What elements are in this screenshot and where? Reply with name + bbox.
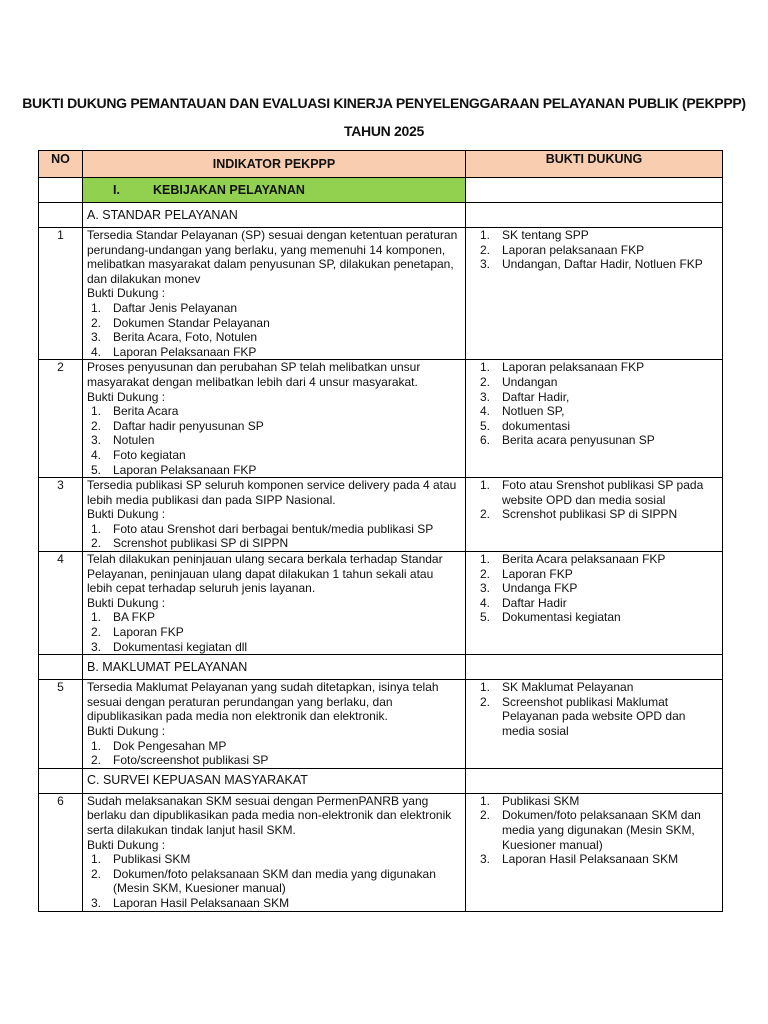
row-number: 6 <box>39 793 83 911</box>
bukti-dukung-label: Bukti Dukung : <box>87 507 166 522</box>
evidence-item: 1. Dok Pengesahan MP <box>91 738 227 753</box>
bukti-list <box>470 360 718 448</box>
document-title: BUKTI DUKUNG PEMANTAUAN DAN EVALUASI KINERJA PENYELENGGARAAN PELAYANAN PUBLIK (PEKPPP) <box>22 95 746 111</box>
bukti-list <box>470 478 718 522</box>
evidence-item: 3. Laporan Hasil Pelaksanaan SKM <box>91 895 290 910</box>
bukti-item: 1. Berita Acara pelaksanaan FKP <box>480 552 666 567</box>
table-row <box>39 228 723 360</box>
indikator-cell <box>83 793 466 911</box>
bukti-item: 2. Undangan <box>480 374 558 389</box>
indikator-evidence-list <box>87 852 461 910</box>
bukti-item: 2. Screenshot publikasi Maklumat Pelayanan pada website OPD dan media sosial <box>480 694 686 738</box>
bukti-list <box>470 794 718 867</box>
row-number: 3 <box>39 478 83 552</box>
indikator-text: Proses penyusunan dan perubahan SP telah melibatkan unsur masyarakat dengan melibatkan lebih dari 4 unsur masyarakat. <box>87 360 421 389</box>
pekppp-table <box>38 150 723 912</box>
evidence-item: 2. Foto/screenshot publikasi SP <box>91 753 269 768</box>
section-label: KEBIJAKAN PELAYANAN <box>153 182 305 197</box>
indikator-cell <box>83 552 466 655</box>
bukti-item: 3. Laporan Hasil Pelaksanaan SKM <box>480 852 679 867</box>
indikator-cell <box>83 478 466 552</box>
bukti-dukung-label: Bukti Dukung : <box>87 389 166 404</box>
header-no: NO <box>39 151 83 178</box>
evidence-item: 1. Daftar Jenis Pelayanan <box>91 300 238 315</box>
bukti-cell <box>466 228 723 360</box>
bukti-item: 2. Screnshot publikasi SP di SIPPN <box>480 507 678 522</box>
table-row <box>39 680 723 769</box>
section-number: I. <box>113 182 120 197</box>
indikator-text: Tersedia publikasi SP seluruh komponen service delivery pada 4 atau lebih media publikasi dan pada SIPP Nasional. <box>87 478 457 507</box>
bukti-dukung-label: Bukti Dukung : <box>87 837 166 852</box>
indikator-evidence-list <box>87 404 461 477</box>
indikator-evidence-list <box>87 610 461 654</box>
bukti-item: 3. Daftar Hadir, <box>480 389 570 404</box>
row-number: 2 <box>39 360 83 478</box>
evidence-item: 1. Publikasi SKM <box>91 852 191 867</box>
indikator-cell <box>83 360 466 478</box>
section-row <box>39 178 723 203</box>
table-row <box>39 478 723 552</box>
bukti-item: 5. Dokumentasi kegiatan <box>480 610 621 625</box>
subsection-survei: C. SURVEI KEPUASAN MASYARAKAT <box>83 768 466 793</box>
evidence-item: 1. Foto atau Srenshot dari berbagai bentuk/media publikasi SP <box>91 521 434 536</box>
evidence-item: 1. BA FKP <box>91 610 156 625</box>
row-number: 1 <box>39 228 83 360</box>
evidence-item: 2. Laporan FKP <box>91 625 184 640</box>
bukti-item: 4. Notluen SP, <box>480 404 565 419</box>
bukti-item: 2. Dokumen/foto pelaksanaan SKM dan media yang digunakan (Mesin SKM, Kuesioner manual) <box>480 808 701 852</box>
subsection-row <box>39 768 723 793</box>
bukti-dukung-label: Bukti Dukung : <box>87 595 166 610</box>
bukti-item: 2. Laporan pelaksanaan FKP <box>480 242 645 257</box>
evidence-item: 4. Laporan Pelaksanaan FKP <box>91 344 257 359</box>
subsection-standar: A. STANDAR PELAYANAN <box>83 203 466 228</box>
evidence-item: 2. Dokumen/foto pelaksanaan SKM dan media yang digunakan (Mesin SKM, Kuesioner manual) <box>91 866 436 896</box>
bukti-item: 5. dokumentasi <box>480 418 571 433</box>
bukti-list <box>470 228 718 272</box>
indikator-evidence-list <box>87 522 461 551</box>
table-row <box>39 360 723 478</box>
bukti-item: 3. Undangan, Daftar Hadir, Notluen FKP <box>480 257 703 272</box>
bukti-item: 1. SK Maklumat Pelayanan <box>480 680 634 695</box>
table-row <box>39 793 723 911</box>
table-header <box>39 151 723 178</box>
bukti-list <box>470 680 718 738</box>
bukti-cell <box>466 793 723 911</box>
bukti-item: 4. Daftar Hadir <box>480 595 567 610</box>
bukti-cell <box>466 552 723 655</box>
indikator-text: Tersedia Standar Pelayanan (SP) sesuai dengan ketentuan peraturan perundang-undangan yang berlaku, yang memenuhi 14 komponen, melibatkan masyarakat dalam penyusunan SP, dilakukan penetapan, dan dilakukan monev <box>87 228 458 286</box>
indikator-cell <box>83 680 466 769</box>
subsection-maklumat: B. MAKLUMAT PELAYANAN <box>83 655 466 680</box>
evidence-item: 2. Daftar hadir penyusunan SP <box>91 418 264 433</box>
bukti-cell <box>466 478 723 552</box>
evidence-item: 2. Screnshot publikasi SP di SIPPN <box>91 536 289 551</box>
bukti-dukung-label: Bukti Dukung : <box>87 724 166 738</box>
indikator-evidence-list <box>87 301 461 359</box>
bukti-item: 1. SK tentang SPP <box>480 228 589 242</box>
document-year: TAHUN 2025 <box>344 123 424 139</box>
evidence-item: 3. Berita Acara, Foto, Notulen <box>91 330 258 345</box>
evidence-item: 3. Dokumentasi kegiatan dll <box>91 639 248 654</box>
bukti-item: 2. Laporan FKP <box>480 566 573 581</box>
bukti-list <box>470 552 718 625</box>
subsection-row <box>39 655 723 680</box>
table-row <box>39 552 723 655</box>
evidence-item: 1. Berita Acara <box>91 404 179 419</box>
evidence-item: 5. Laporan Pelaksanaan FKP <box>91 462 257 477</box>
indikator-text: Sudah melaksanakan SKM sesuai dengan PermenPANRB yang berlaku dan dipublikasikan pada media non-elektronik dan elektronik serta dilakukan tindak lanjut hasil SKM. <box>87 793 452 837</box>
header-bukti: BUKTI DUKUNG <box>466 151 723 178</box>
evidence-item: 4. Foto kegiatan <box>91 447 186 462</box>
bukti-item: 1. Publikasi SKM <box>480 793 580 808</box>
bukti-dukung-label: Bukti Dukung : <box>87 286 166 301</box>
bukti-item: 6. Berita acara penyusunan SP <box>480 433 655 448</box>
header-indikator: INDIKATOR PEKPPP <box>83 151 466 178</box>
subsection-row <box>39 203 723 228</box>
bukti-item: 1. Laporan pelaksanaan FKP <box>480 360 645 375</box>
indikator-text: Tersedia Maklumat Pelayanan yang sudah ditetapkan, isinya telah sesuai dengan peraturan perundangan yang berlaku, dan dipublikasikan pada media non elektronik dan elektronik. <box>87 680 439 724</box>
evidence-item: 2. Dokumen Standar Pelayanan <box>91 315 270 330</box>
indikator-evidence-list <box>87 739 461 768</box>
indikator-text: Telah dilakukan peninjauan ulang secara berkala terhadap Standar Pelayanan, peninjauan ulang dapat dilakukan 1 tahun sekali atau lebih cepat terhadap seluruh jenis layanan. <box>87 552 443 596</box>
section-kebijakan <box>83 178 466 203</box>
bukti-item: 3. Undanga FKP <box>480 581 578 596</box>
row-number: 4 <box>39 552 83 655</box>
evidence-item: 3. Notulen <box>91 433 155 448</box>
bukti-cell <box>466 680 723 769</box>
bukti-item: 1. Foto atau Srenshot publikasi SP pada website OPD dan media sosial <box>480 478 704 507</box>
indikator-cell <box>83 228 466 360</box>
row-number: 5 <box>39 680 83 769</box>
bukti-cell <box>466 360 723 478</box>
